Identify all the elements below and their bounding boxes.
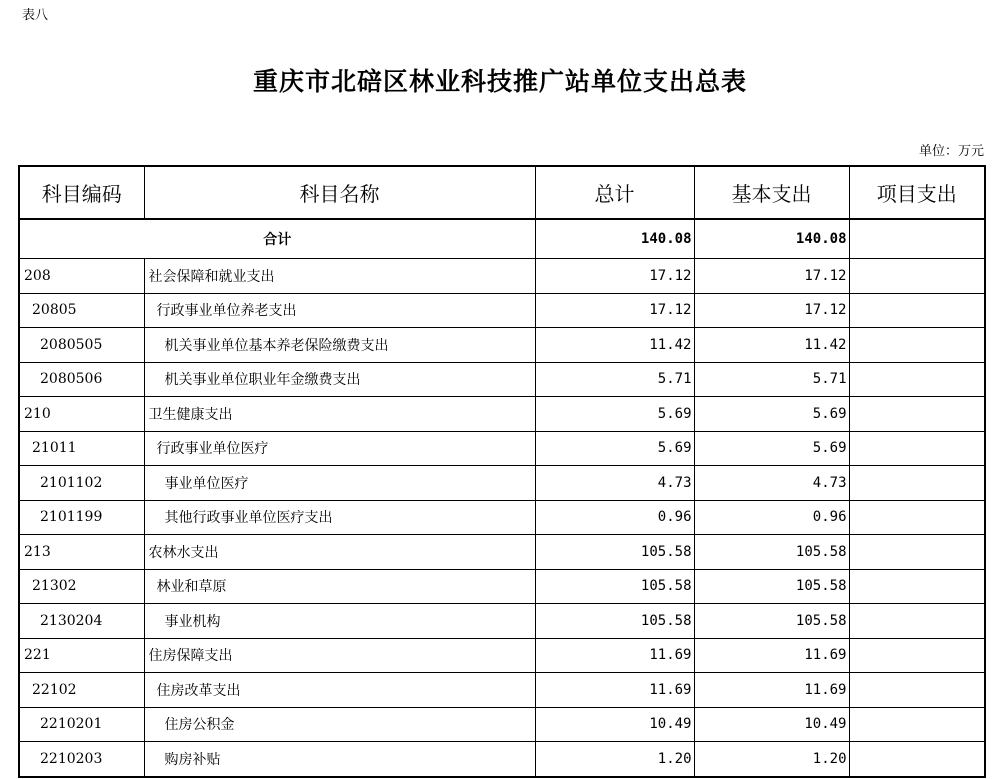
row-code: 221: [19, 638, 144, 673]
row-name: 社会保障和就业支出: [144, 259, 535, 294]
row-total: 5.71: [535, 362, 694, 397]
row-name: 住房公积金: [144, 707, 535, 742]
row-project: [849, 328, 985, 363]
row-name: 事业单位医疗: [144, 466, 535, 501]
row-name: 事业机构: [144, 604, 535, 639]
row-total: 17.12: [535, 259, 694, 294]
header-name: 科目名称: [144, 166, 535, 219]
total-label: 合计: [19, 219, 535, 259]
row-basic: 17.12: [694, 259, 849, 294]
table-row: [19, 293, 985, 328]
row-total: 0.96: [535, 500, 694, 535]
row-name: 行政事业单位养老支出: [144, 293, 535, 328]
row-total: 4.73: [535, 466, 694, 501]
row-total: 105.58: [535, 604, 694, 639]
row-project: [849, 569, 985, 604]
row-basic: 11.42: [694, 328, 849, 363]
row-name: 卫生健康支出: [144, 397, 535, 432]
table-row: [19, 328, 985, 363]
row-total: 11.69: [535, 638, 694, 673]
header-row: [19, 166, 985, 219]
row-basic: 11.69: [694, 638, 849, 673]
row-total: 17.12: [535, 293, 694, 328]
row-project: [849, 500, 985, 535]
row-project: [849, 259, 985, 294]
table-row: [19, 500, 985, 535]
row-code: 213: [19, 535, 144, 570]
row-project: [849, 707, 985, 742]
total-basic: 140.08: [694, 219, 849, 259]
row-project: [849, 293, 985, 328]
row-project: [849, 742, 985, 777]
row-code: 2101102: [19, 466, 144, 501]
row-project: [849, 535, 985, 570]
row-code: 208: [19, 259, 144, 294]
row-code: 2130204: [19, 604, 144, 639]
table-row: [19, 535, 985, 570]
table-row: [19, 707, 985, 742]
total-row: [19, 219, 985, 259]
row-code: 21011: [19, 431, 144, 466]
row-basic: 0.96: [694, 500, 849, 535]
table-row: [19, 604, 985, 639]
row-project: [849, 466, 985, 501]
row-code: 2101199: [19, 500, 144, 535]
header-basic: 基本支出: [694, 166, 849, 219]
row-name: 机关事业单位职业年金缴费支出: [144, 362, 535, 397]
row-total: 11.42: [535, 328, 694, 363]
row-code: 22102: [19, 673, 144, 708]
row-project: [849, 397, 985, 432]
total-total: 140.08: [535, 219, 694, 259]
table-row: [19, 397, 985, 432]
row-name: 行政事业单位医疗: [144, 431, 535, 466]
total-project: [849, 219, 985, 259]
row-code: 2080505: [19, 328, 144, 363]
table-row: [19, 673, 985, 708]
row-name: 机关事业单位基本养老保险缴费支出: [144, 328, 535, 363]
table-row: [19, 569, 985, 604]
row-basic: 105.58: [694, 604, 849, 639]
row-basic: 5.69: [694, 397, 849, 432]
row-basic: 11.69: [694, 673, 849, 708]
row-name: 住房保障支出: [144, 638, 535, 673]
table-row: [19, 638, 985, 673]
table-row: [19, 742, 985, 777]
row-basic: 4.73: [694, 466, 849, 501]
row-total: 5.69: [535, 431, 694, 466]
table-row: [19, 466, 985, 501]
row-code: 210: [19, 397, 144, 432]
unit-label: 单位：万元: [918, 144, 984, 159]
row-code: 2210201: [19, 707, 144, 742]
table-row: [19, 362, 985, 397]
row-basic: 105.58: [694, 535, 849, 570]
table-row: [19, 259, 985, 294]
table-number-label: 表八: [22, 8, 49, 23]
row-project: [849, 638, 985, 673]
row-basic: 17.12: [694, 293, 849, 328]
row-basic: 105.58: [694, 569, 849, 604]
table-row: [19, 431, 985, 466]
row-total: 105.58: [535, 535, 694, 570]
header-total: 总计: [535, 166, 694, 219]
row-name: 住房改革支出: [144, 673, 535, 708]
row-total: 11.69: [535, 673, 694, 708]
expenditure-table: [18, 165, 986, 778]
row-basic: 10.49: [694, 707, 849, 742]
row-name: 林业和草原: [144, 569, 535, 604]
row-total: 10.49: [535, 707, 694, 742]
row-basic: 1.20: [694, 742, 849, 777]
row-project: [849, 604, 985, 639]
row-basic: 5.71: [694, 362, 849, 397]
row-total: 1.20: [535, 742, 694, 777]
row-code: 21302: [19, 569, 144, 604]
header-project: 项目支出: [849, 166, 985, 219]
header-code: 科目编码: [19, 166, 144, 219]
row-project: [849, 431, 985, 466]
row-code: 20805: [19, 293, 144, 328]
row-name: 农林水支出: [144, 535, 535, 570]
row-name: 购房补贴: [144, 742, 535, 777]
row-code: 2210203: [19, 742, 144, 777]
row-total: 105.58: [535, 569, 694, 604]
row-project: [849, 673, 985, 708]
page-title: 重庆市北碚区林业科技推广站单位支出总表: [252, 67, 747, 96]
row-code: 2080506: [19, 362, 144, 397]
row-name: 其他行政事业单位医疗支出: [144, 500, 535, 535]
row-total: 5.69: [535, 397, 694, 432]
row-basic: 5.69: [694, 431, 849, 466]
row-project: [849, 362, 985, 397]
